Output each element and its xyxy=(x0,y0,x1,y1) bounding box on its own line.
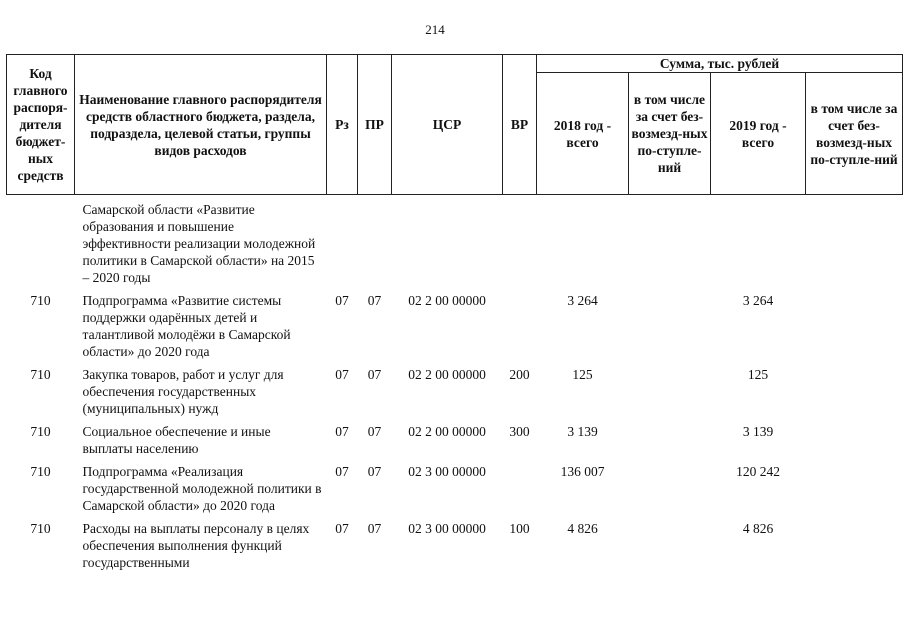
table-row xyxy=(7,423,903,457)
cell-2018-free xyxy=(629,366,711,417)
cell-name: Самарской области «Развитие образования и повышение эффективности реализации молодежной политики в Самарской области» на 2015 – 2020 годы xyxy=(82,201,316,285)
cell-name: Закупка товаров, работ и услуг для обеспечения государственных (муниципальных) нужд xyxy=(82,366,284,416)
cell-rz: 07 xyxy=(335,520,349,536)
cell-2018-total: 3 264 xyxy=(567,292,598,308)
cell-2018-total: 4 826 xyxy=(567,520,598,536)
header-sum-group: Сумма, тыс. рублей xyxy=(537,55,903,73)
cell-2019-total: 120 242 xyxy=(736,463,780,479)
cell-2018-total: 136 007 xyxy=(560,463,605,479)
cell-2018-total: 125 xyxy=(572,366,593,382)
cell-csr xyxy=(392,201,503,286)
cell-2019-total: 3 139 xyxy=(742,423,774,439)
header-2019-total: 2019 год - всего xyxy=(711,73,806,195)
cell-csr: 02 2 00 00000 xyxy=(408,292,486,308)
cell-pr: 07 xyxy=(367,292,382,308)
cell-2019-total xyxy=(711,201,806,286)
header-vr: ВР xyxy=(503,55,537,195)
budget-table xyxy=(6,54,903,571)
cell-rz: 07 xyxy=(335,292,349,308)
cell-2019-free xyxy=(806,292,903,360)
cell-2019-free xyxy=(806,366,903,417)
header-2018-free: в том числе за счет без-возмезд-ных по-ступле-ний xyxy=(629,73,711,195)
cell-rz: 07 xyxy=(335,423,349,439)
cell-rz xyxy=(327,201,358,286)
table-row xyxy=(7,201,903,286)
cell-csr: 02 3 00 00000 xyxy=(408,520,486,536)
cell-2018-total xyxy=(537,201,629,286)
cell-name: Подпрограмма «Реализация государственной молодежной политики в Самарской области» до 2020 года xyxy=(82,463,322,513)
table-row xyxy=(7,292,903,360)
cell-vr xyxy=(503,463,537,514)
cell-2018-free xyxy=(629,463,711,514)
cell-vr: 200 xyxy=(509,366,530,382)
cell-code: 710 xyxy=(30,292,51,308)
cell-name: Подпрограмма «Развитие системы поддержки одарённых детей и талантливой молодёжи в Самарской области» до 2020 года xyxy=(82,292,291,359)
header-2018-total: 2018 год - всего xyxy=(537,73,629,195)
cell-2019-free xyxy=(806,201,903,286)
cell-vr: 100 xyxy=(509,520,530,536)
cell-csr: 02 2 00 00000 xyxy=(408,423,486,439)
cell-name: Социальное обеспечение и иные выплаты населению xyxy=(82,423,271,456)
table-row xyxy=(7,366,903,417)
cell-2019-total: 4 826 xyxy=(742,520,774,536)
cell-vr: 300 xyxy=(509,423,530,439)
cell-vr xyxy=(503,292,537,360)
cell-code: 710 xyxy=(30,520,51,536)
cell-csr: 02 2 00 00000 xyxy=(408,366,486,382)
cell-rz: 07 xyxy=(335,463,349,479)
cell-pr: 07 xyxy=(367,463,382,479)
table-header xyxy=(7,55,903,195)
cell-name: Расходы на выплаты персоналу в целях обеспечения выполнения функций государственными xyxy=(82,520,310,570)
header-pr: ПР xyxy=(358,55,392,195)
cell-2019-free xyxy=(806,520,903,571)
cell-code xyxy=(7,201,75,286)
header-2019-free: в том числе за счет без-возмезд-ных по-ступле-ний xyxy=(806,73,903,195)
header-csr: ЦСР xyxy=(392,55,503,195)
cell-2019-free xyxy=(806,463,903,514)
cell-rz: 07 xyxy=(335,366,349,382)
header-rz: Рз xyxy=(327,55,358,195)
cell-code: 710 xyxy=(30,423,51,439)
cell-pr: 07 xyxy=(367,423,382,439)
table-row xyxy=(7,463,903,514)
cell-csr: 02 3 00 00000 xyxy=(408,463,486,479)
page-number: 214 xyxy=(425,22,445,37)
cell-2018-free xyxy=(629,201,711,286)
cell-2019-free xyxy=(806,423,903,457)
cell-2018-free xyxy=(629,423,711,457)
cell-2018-total: 3 139 xyxy=(567,423,598,439)
cell-2019-total: 125 xyxy=(747,366,769,382)
cell-code: 710 xyxy=(30,366,51,382)
table-row xyxy=(7,520,903,571)
header-code: Код главного распоря-дителя бюджет-ных средств xyxy=(7,55,75,195)
cell-2019-total: 3 264 xyxy=(742,292,774,308)
cell-pr: 07 xyxy=(367,366,382,382)
cell-vr xyxy=(503,201,537,286)
cell-2018-free xyxy=(629,292,711,360)
cell-code: 710 xyxy=(30,463,51,479)
cell-pr xyxy=(358,201,392,286)
header-name: Наименование главного распорядителя средств областного бюджета, раздела, подраздела, целевой статьи, группы видов расходов xyxy=(75,55,327,195)
cell-2018-free xyxy=(629,520,711,571)
cell-pr: 07 xyxy=(367,520,382,536)
